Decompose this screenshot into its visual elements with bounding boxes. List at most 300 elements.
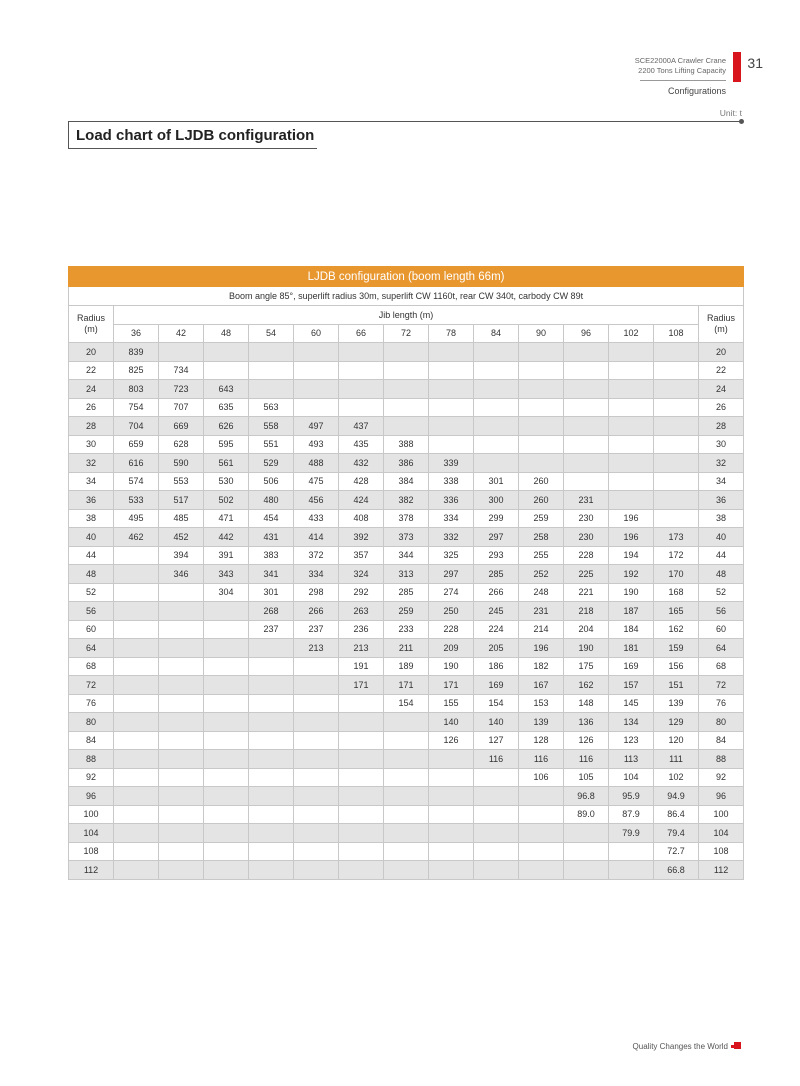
- capacity-cell: [339, 713, 384, 732]
- table-row: [69, 398, 744, 417]
- table-row: [69, 343, 744, 362]
- table-row: [69, 787, 744, 806]
- table-row: [69, 620, 744, 639]
- capacity-cell: [384, 343, 429, 362]
- capacity-cell: 268: [249, 602, 294, 621]
- capacity-cell: [384, 361, 429, 380]
- capacity-cell: [339, 731, 384, 750]
- capacity-cell: 325: [429, 546, 474, 565]
- radius-cell-left: 24: [69, 380, 114, 399]
- radius-header-left: [69, 306, 114, 343]
- capacity-cell: [654, 380, 699, 399]
- capacity-cell: 105: [564, 768, 609, 787]
- capacity-cell: 116: [564, 750, 609, 769]
- capacity-cell: 211: [384, 639, 429, 658]
- capacity-cell: [114, 583, 159, 602]
- radius-cell-left: 108: [69, 842, 114, 861]
- capacity-cell: [654, 454, 699, 473]
- table-row: [69, 546, 744, 565]
- capacity-cell: 454: [249, 509, 294, 528]
- capacity-cell: [204, 731, 249, 750]
- capacity-cell: 167: [519, 676, 564, 695]
- capacity-cell: 171: [429, 676, 474, 695]
- capacity-cell: [519, 842, 564, 861]
- jib-length-col-header: 66: [339, 324, 384, 343]
- capacity-cell: [294, 731, 339, 750]
- capacity-cell: [429, 842, 474, 861]
- capacity-cell: [114, 861, 159, 880]
- capacity-cell: [384, 731, 429, 750]
- capacity-cell: [339, 861, 384, 880]
- capacity-cell: 285: [474, 565, 519, 584]
- capacity-cell: 590: [159, 454, 204, 473]
- capacity-cell: [204, 824, 249, 843]
- capacity-cell: [384, 805, 429, 824]
- radius-cell-left: 104: [69, 824, 114, 843]
- capacity-cell: [339, 768, 384, 787]
- radius-cell-right: 24: [699, 380, 744, 399]
- capacity-cell: [159, 805, 204, 824]
- capacity-cell: [474, 417, 519, 436]
- table-row: [69, 361, 744, 380]
- capacity-cell: 231: [564, 491, 609, 510]
- capacity-cell: [474, 380, 519, 399]
- capacity-cell: [384, 380, 429, 399]
- capacity-cell: [519, 454, 564, 473]
- capacity-cell: 707: [159, 398, 204, 417]
- capacity-cell: [564, 435, 609, 454]
- capacity-cell: [204, 676, 249, 695]
- capacity-cell: [609, 361, 654, 380]
- capacity-cell: [159, 824, 204, 843]
- capacity-cell: [519, 805, 564, 824]
- capacity-cell: [204, 842, 249, 861]
- capacity-cell: [159, 768, 204, 787]
- radius-cell-left: 68: [69, 657, 114, 676]
- capacity-cell: 139: [654, 694, 699, 713]
- capacity-cell: 391: [204, 546, 249, 565]
- capacity-cell: [249, 713, 294, 732]
- capacity-cell: 344: [384, 546, 429, 565]
- capacity-cell: [159, 602, 204, 621]
- capacity-cell: 184: [609, 620, 654, 639]
- capacity-cell: 116: [519, 750, 564, 769]
- capacity-cell: [159, 787, 204, 806]
- table-row: [69, 805, 744, 824]
- table-row: [69, 639, 744, 658]
- capacity-cell: 194: [609, 546, 654, 565]
- capacity-cell: [654, 417, 699, 436]
- capacity-cell: 237: [249, 620, 294, 639]
- capacity-cell: 218: [564, 602, 609, 621]
- capacity-cell: 153: [519, 694, 564, 713]
- capacity-cell: [474, 805, 519, 824]
- capacity-cell: [249, 787, 294, 806]
- capacity-cell: [294, 657, 339, 676]
- radius-cell-right: 84: [699, 731, 744, 750]
- capacity-cell: [654, 472, 699, 491]
- radius-cell-left: 88: [69, 750, 114, 769]
- capacity-cell: [159, 713, 204, 732]
- capacity-cell: 558: [249, 417, 294, 436]
- capacity-cell: 386: [384, 454, 429, 473]
- capacity-cell: 171: [339, 676, 384, 695]
- radius-cell-right: 108: [699, 842, 744, 861]
- capacity-cell: 196: [519, 639, 564, 658]
- radius-cell-right: 112: [699, 861, 744, 880]
- capacity-cell: 259: [519, 509, 564, 528]
- capacity-cell: [114, 639, 159, 658]
- capacity-cell: [114, 620, 159, 639]
- capacity-cell: [114, 824, 159, 843]
- capacity-cell: 155: [429, 694, 474, 713]
- capacity-cell: 433: [294, 509, 339, 528]
- capacity-cell: 196: [609, 509, 654, 528]
- capacity-cell: [294, 824, 339, 843]
- capacity-cell: 237: [294, 620, 339, 639]
- footer-tagline: Quality Changes the World: [632, 1042, 728, 1051]
- capacity-cell: 181: [609, 639, 654, 658]
- page-number: 31: [747, 55, 763, 71]
- radius-cell-left: 100: [69, 805, 114, 824]
- capacity-cell: 123: [609, 731, 654, 750]
- table-row: [69, 565, 744, 584]
- capacity-cell: 196: [609, 528, 654, 547]
- radius-cell-right: 44: [699, 546, 744, 565]
- capacity-cell: 190: [429, 657, 474, 676]
- capacity-cell: [564, 842, 609, 861]
- capacity-cell: 169: [609, 657, 654, 676]
- jib-length-col-header: 60: [294, 324, 339, 343]
- radius-cell-right: 20: [699, 343, 744, 362]
- radius-cell-left: 112: [69, 861, 114, 880]
- capacity-cell: 442: [204, 528, 249, 547]
- capacity-cell: 204: [564, 620, 609, 639]
- brand-red-bar: [733, 52, 741, 82]
- capacity-cell: [249, 343, 294, 362]
- capacity-cell: [114, 657, 159, 676]
- capacity-cell: 428: [339, 472, 384, 491]
- capacity-cell: [294, 398, 339, 417]
- capacity-cell: [654, 491, 699, 510]
- capacity-cell: [384, 861, 429, 880]
- capacity-cell: [249, 805, 294, 824]
- radius-cell-left: 52: [69, 583, 114, 602]
- radius-cell-right: 38: [699, 509, 744, 528]
- capacity-cell: [249, 694, 294, 713]
- capacity-cell: 79.4: [654, 824, 699, 843]
- jib-length-col-header: 78: [429, 324, 474, 343]
- capacity-cell: [474, 435, 519, 454]
- capacity-cell: [114, 694, 159, 713]
- radius-cell-right: 26: [699, 398, 744, 417]
- radius-header-left-line2: (m): [84, 324, 98, 334]
- capacity-cell: 190: [609, 583, 654, 602]
- capacity-cell: [114, 842, 159, 861]
- table-row: [69, 824, 744, 843]
- capacity-cell: 462: [114, 528, 159, 547]
- capacity-cell: [204, 343, 249, 362]
- capacity-cell: [249, 842, 294, 861]
- capacity-cell: 245: [474, 602, 519, 621]
- capacity-cell: [339, 694, 384, 713]
- capacity-cell: [474, 454, 519, 473]
- radius-cell-right: 80: [699, 713, 744, 732]
- radius-cell-left: 30: [69, 435, 114, 454]
- capacity-cell: 128: [519, 731, 564, 750]
- capacity-cell: [204, 861, 249, 880]
- capacity-cell: [159, 343, 204, 362]
- capacity-cell: [654, 361, 699, 380]
- capacity-cell: 258: [519, 528, 564, 547]
- capacity-cell: 341: [249, 565, 294, 584]
- radius-cell-right: 56: [699, 602, 744, 621]
- capacity-cell: 228: [564, 546, 609, 565]
- table-row: [69, 509, 744, 528]
- capacity-cell: [159, 861, 204, 880]
- capacity-cell: 435: [339, 435, 384, 454]
- capacity-cell: [654, 343, 699, 362]
- capacity-cell: 140: [429, 713, 474, 732]
- radius-cell-left: 72: [69, 676, 114, 695]
- capacity-cell: 754: [114, 398, 159, 417]
- capacity-cell: [159, 731, 204, 750]
- capacity-cell: [564, 398, 609, 417]
- capacity-cell: 233: [384, 620, 429, 639]
- radius-cell-right: 28: [699, 417, 744, 436]
- radius-cell-right: 88: [699, 750, 744, 769]
- capacity-cell: 452: [159, 528, 204, 547]
- capacity-cell: 221: [564, 583, 609, 602]
- capacity-cell: 414: [294, 528, 339, 547]
- capacity-cell: [654, 398, 699, 417]
- capacity-cell: [294, 676, 339, 695]
- capacity-cell: 250: [429, 602, 474, 621]
- jib-length-header: Jib length (m): [114, 306, 699, 325]
- table-row: [69, 713, 744, 732]
- capacity-cell: [474, 842, 519, 861]
- radius-cell-right: 34: [699, 472, 744, 491]
- radius-cell-right: 104: [699, 824, 744, 843]
- capacity-cell: 502: [204, 491, 249, 510]
- capacity-cell: [474, 361, 519, 380]
- capacity-cell: [294, 861, 339, 880]
- capacity-cell: [609, 454, 654, 473]
- capacity-cell: 659: [114, 435, 159, 454]
- capacity-cell: 66.8: [654, 861, 699, 880]
- capacity-cell: 139: [519, 713, 564, 732]
- capacity-cell: [609, 472, 654, 491]
- capacity-cell: 170: [654, 565, 699, 584]
- capacity-cell: 304: [204, 583, 249, 602]
- capacity-cell: [474, 787, 519, 806]
- table-row: [69, 750, 744, 769]
- capacity-cell: 475: [294, 472, 339, 491]
- capacity-cell: 635: [204, 398, 249, 417]
- capacity-cell: [159, 583, 204, 602]
- capacity-cell: 373: [384, 528, 429, 547]
- table-row: [69, 602, 744, 621]
- capacity-cell: 228: [429, 620, 474, 639]
- capacity-cell: [519, 380, 564, 399]
- capacity-cell: 126: [564, 731, 609, 750]
- capacity-cell: [159, 694, 204, 713]
- capacity-cell: 129: [654, 713, 699, 732]
- capacity-cell: 162: [564, 676, 609, 695]
- capacity-cell: 266: [474, 583, 519, 602]
- capacity-cell: 300: [474, 491, 519, 510]
- capacity-cell: [204, 805, 249, 824]
- page-title: Load chart of LJDB configuration: [76, 127, 315, 144]
- jib-length-col-header: 96: [564, 324, 609, 343]
- capacity-cell: [429, 380, 474, 399]
- table-row: [69, 528, 744, 547]
- capacity-cell: 301: [249, 583, 294, 602]
- capacity-cell: 595: [204, 435, 249, 454]
- capacity-cell: [249, 657, 294, 676]
- capacity-cell: [654, 435, 699, 454]
- capacity-cell: [114, 602, 159, 621]
- radius-cell-right: 30: [699, 435, 744, 454]
- capacity-cell: [339, 842, 384, 861]
- capacity-cell: [249, 861, 294, 880]
- radius-header-right: [699, 306, 744, 343]
- capacity-cell: [384, 768, 429, 787]
- capacity-cell: [114, 787, 159, 806]
- capacity-cell: 432: [339, 454, 384, 473]
- capacity-cell: 102: [654, 768, 699, 787]
- capacity-cell: [159, 842, 204, 861]
- radius-header-right-line2: (m): [714, 324, 728, 334]
- capacity-cell: [249, 750, 294, 769]
- capacity-cell: 187: [609, 602, 654, 621]
- capacity-cell: 392: [339, 528, 384, 547]
- capacity-cell: [339, 380, 384, 399]
- capacity-cell: [429, 435, 474, 454]
- radius-cell-left: 48: [69, 565, 114, 584]
- capacity-cell: 248: [519, 583, 564, 602]
- capacity-cell: [609, 343, 654, 362]
- capacity-cell: 493: [294, 435, 339, 454]
- capacity-cell: [384, 824, 429, 843]
- capacity-cell: 424: [339, 491, 384, 510]
- capacity-cell: 209: [429, 639, 474, 658]
- capacity-cell: 723: [159, 380, 204, 399]
- jib-length-col-header: 108: [654, 324, 699, 343]
- capacity-cell: 192: [609, 565, 654, 584]
- capacity-cell: 134: [609, 713, 654, 732]
- capacity-cell: [519, 398, 564, 417]
- radius-cell-left: 32: [69, 454, 114, 473]
- table-row: [69, 454, 744, 473]
- radius-cell-left: 36: [69, 491, 114, 510]
- capacity-cell: 297: [474, 528, 519, 547]
- product-name-line2: 2200 Tons Lifting Capacity: [638, 66, 726, 75]
- capacity-cell: [429, 824, 474, 843]
- capacity-cell: [249, 361, 294, 380]
- capacity-cell: [114, 546, 159, 565]
- capacity-cell: [609, 417, 654, 436]
- radius-cell-left: 44: [69, 546, 114, 565]
- capacity-cell: 106: [519, 768, 564, 787]
- capacity-cell: [114, 750, 159, 769]
- capacity-cell: [249, 380, 294, 399]
- capacity-cell: 346: [159, 565, 204, 584]
- capacity-cell: [564, 824, 609, 843]
- capacity-cell: 127: [474, 731, 519, 750]
- capacity-cell: [474, 398, 519, 417]
- jib-length-col-header: 102: [609, 324, 654, 343]
- capacity-cell: [564, 380, 609, 399]
- capacity-cell: 205: [474, 639, 519, 658]
- capacity-cell: 480: [249, 491, 294, 510]
- capacity-cell: 214: [519, 620, 564, 639]
- capacity-cell: [339, 750, 384, 769]
- header-divider: [640, 80, 726, 81]
- capacity-cell: [384, 787, 429, 806]
- capacity-cell: [429, 343, 474, 362]
- capacity-cell: 343: [204, 565, 249, 584]
- table-row: [69, 861, 744, 880]
- capacity-cell: 825: [114, 361, 159, 380]
- capacity-cell: [294, 787, 339, 806]
- capacity-cell: [339, 343, 384, 362]
- radius-header-right-line1: Radius: [707, 313, 736, 323]
- capacity-cell: [204, 639, 249, 658]
- capacity-cell: 563: [249, 398, 294, 417]
- capacity-cell: 628: [159, 435, 204, 454]
- capacity-cell: 471: [204, 509, 249, 528]
- capacity-cell: [114, 713, 159, 732]
- capacity-cell: [474, 824, 519, 843]
- capacity-cell: 173: [654, 528, 699, 547]
- radius-cell-left: 56: [69, 602, 114, 621]
- capacity-cell: 372: [294, 546, 339, 565]
- capacity-cell: 553: [159, 472, 204, 491]
- radius-cell-left: 92: [69, 768, 114, 787]
- table-row: [69, 694, 744, 713]
- radius-cell-right: 32: [699, 454, 744, 473]
- capacity-cell: [204, 787, 249, 806]
- capacity-cell: 116: [474, 750, 519, 769]
- capacity-cell: 154: [384, 694, 429, 713]
- capacity-cell: 734: [159, 361, 204, 380]
- radius-cell-left: 26: [69, 398, 114, 417]
- capacity-cell: [294, 805, 339, 824]
- capacity-cell: 495: [114, 509, 159, 528]
- capacity-cell: [564, 417, 609, 436]
- capacity-cell: [114, 805, 159, 824]
- table-row: [69, 417, 744, 436]
- capacity-cell: [114, 565, 159, 584]
- capacity-cell: [429, 750, 474, 769]
- title-rule-dot: [739, 119, 744, 124]
- radius-cell-left: 64: [69, 639, 114, 658]
- capacity-cell: 148: [564, 694, 609, 713]
- capacity-cell: [204, 657, 249, 676]
- table-caption: LJDB configuration (boom length 66m): [69, 267, 744, 287]
- radius-cell-right: 22: [699, 361, 744, 380]
- radius-cell-right: 40: [699, 528, 744, 547]
- radius-cell-left: 22: [69, 361, 114, 380]
- capacity-cell: [294, 750, 339, 769]
- capacity-cell: 506: [249, 472, 294, 491]
- capacity-cell: [519, 824, 564, 843]
- capacity-cell: 186: [474, 657, 519, 676]
- capacity-cell: 94.9: [654, 787, 699, 806]
- capacity-cell: 339: [429, 454, 474, 473]
- load-chart-table: [68, 266, 744, 880]
